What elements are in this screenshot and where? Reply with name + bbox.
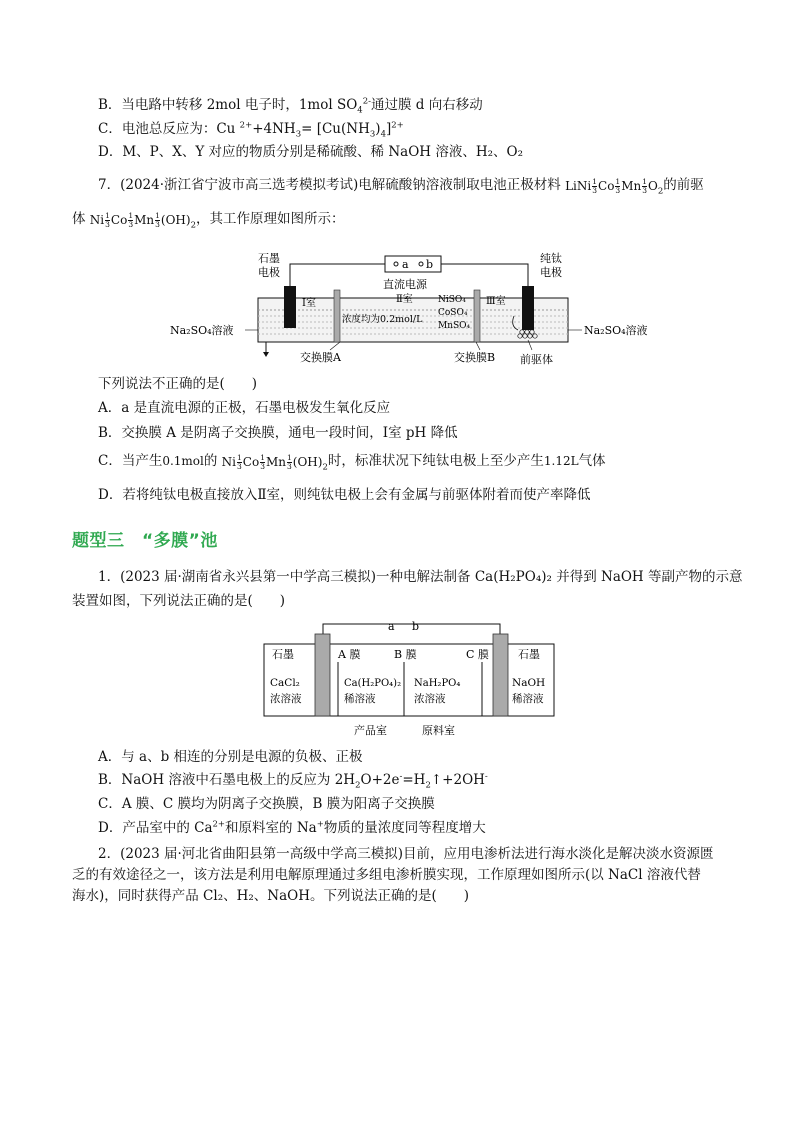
section-heading: 题型三 “多膜”池 [72,531,218,551]
q7-stem-line2: 体 Ni $\frac{1}{3}$ Co $\frac{1}{3}$ Mn $\frac{1}{3}$ $(OH)_2$，其工作原理如图所示： [72,210,345,230]
right-electrode-label2: 电极 [540,266,562,279]
solute-ni: NiSO₄ [438,295,466,305]
q1-option-a: A．与 a、b 相连的分别是电源的负极、正极 [98,749,363,765]
q1-terminal-a: a [388,620,395,633]
q1-left-graphite [315,634,330,716]
q1-option-b: B．NaOH 溶液中石墨电极上的反应为 $2H_2O+2e^-=H_2↑+2OH^-$ [98,771,488,791]
right-solution-label: Na₂SO₄溶液 [584,324,648,337]
membrane-a [334,290,340,342]
option-d-prev: D．M、P、X、Y 对应的物质分别是稀硫酸、稀 NaOH 溶液、H₂、O₂ [98,144,523,160]
terminal-a-label: a [402,258,409,271]
q7-option-c: C．当产生0.1mol的 Ni $\frac{1}{3}$ Co $\frac{1}{3}$ Mn $\frac{1}{3}$ $(OH)_2$时，标准状况下纯钛电极上至少产生1.12L气体 [98,452,606,472]
terminal-b-label: b [426,258,434,271]
power-label: 直流电源 [383,278,427,291]
left-electrode-label1: 石墨 [258,252,280,265]
q1-cell3-line2: 浓溶液 [414,693,446,705]
q1-cell1-line1: CaCl₂ [270,677,300,689]
q2-stem-line3: 海水)，同时获得产品 Cl₂、H₂、NaOH。下列说法正确的是( ) [72,888,470,904]
membrane-b-label: 交换膜B [454,351,496,364]
q1-stem-line1: 1．(2023 届·湖南省永兴县第一中学高三模拟)一种电解法制备 Ca(H₂PO₄)₂ 并得到 NaOH 等副产物的示意 [98,569,743,585]
q1-cell4-line2: 稀溶液 [512,693,544,705]
room3-label: Ⅲ室 [486,296,506,307]
q1-raw-room: 原料室 [422,724,455,737]
membrane-a-label: 交换膜A [300,351,341,364]
q1-stem-line2: 装置如图，下列说法正确的是( ) [72,593,286,609]
right-electrode-label1: 纯钛 [540,252,562,265]
q1-cell2-line2: 稀溶液 [344,693,376,705]
q1-left-electrode-label: 石墨 [272,648,294,661]
q1-membrane-c-label: C 膜 [466,648,489,661]
q1-membrane-a-label: A 膜 [338,648,361,661]
q1-cell2-line1: Ca(H₂PO₄)₂ [344,678,402,689]
q1-right-graphite [493,634,508,716]
left-solution-label: Na₂SO₄溶液 [170,324,234,337]
membrane-b [474,290,480,342]
option-c-prev: C．电池总反应为：Cu $^{2+}+4NH_3= [Cu(NH_3)_4]^{2+}$ [98,120,404,140]
q7-option-b: B．交换膜 A 是阴离子交换膜，通电一段时间，Ⅰ室 pH 降低 [98,425,458,441]
q7-option-d: D．若将纯钛电极直接放入Ⅱ室，则纯钛电极上会有金属与前驱体附着而使产率降低 [98,487,591,503]
q1-right-electrode-label: 石墨 [518,648,540,661]
q2-stem-line1: 2．(2023 届·河北省曲阳县第一高级中学高三模拟)目前，应用电渗析法进行海水淡化是解决淡水资源匮 [98,846,714,862]
q7-prompt: 下列说法不正确的是( ) [98,376,258,392]
precursor-label: 前驱体 [520,353,553,366]
right-wire [441,264,528,286]
q1-option-c: C．A 膜、C 膜均为阴离子交换膜，B 膜为阳离子交换膜 [98,796,435,812]
room2-label: Ⅱ室 [396,294,413,305]
graphite-electrode [284,286,296,328]
q1-cell3-line1: NaH₂PO₄ [414,678,461,689]
q2-stem-line2: 乏的有效途径之一，该方法是利用电解原理通过多组电渗析膜实现，工作原理如图所示(以 NaCl 溶液代替 [72,867,701,883]
q1-cell1-line2: 浓溶液 [270,693,302,705]
q7-option-a: A．a 是直流电源的正极，石墨电极发生氧化反应 [98,400,391,416]
option-b-prev: B．当电路中转移 2mol 电子时，1mol $SO_4^{2-}$通过膜 d 向右移动 [98,96,483,116]
q7-electrolysis-diagram [170,250,690,368]
concentration-label: 浓度均为0.2mol/L [342,314,423,325]
left-wire [290,264,385,286]
q1-product-room: 产品室 [354,724,387,737]
q1-cell4-line1: NaOH [512,677,546,689]
solute-mn: MnSO₄ [438,321,471,331]
q7-stem-line1: 7．(2024·浙江省宁波市高三选考模拟考试)电解硫酸钠溶液制取电池正极材料 LiNi $\frac{1}{3}$ Co $\frac{1}{3}$ Mn $\frac{1}{3}$ $O_2$的前驱 [98,176,704,196]
titanium-electrode [522,286,534,330]
room1-label: Ⅰ室 [302,298,316,309]
q1-option-d: D．产品室中的 $Ca^{2+}$和原料室的 Na+物质的量浓度同等程度增大 [98,819,486,836]
left-electrode-label2: 电极 [258,266,280,279]
solute-co: CoSO₄ [438,308,468,318]
q1-membrane-b-label: B 膜 [394,648,417,661]
q1-cell-diagram [262,612,562,740]
q1-terminal-b: b [412,620,420,633]
